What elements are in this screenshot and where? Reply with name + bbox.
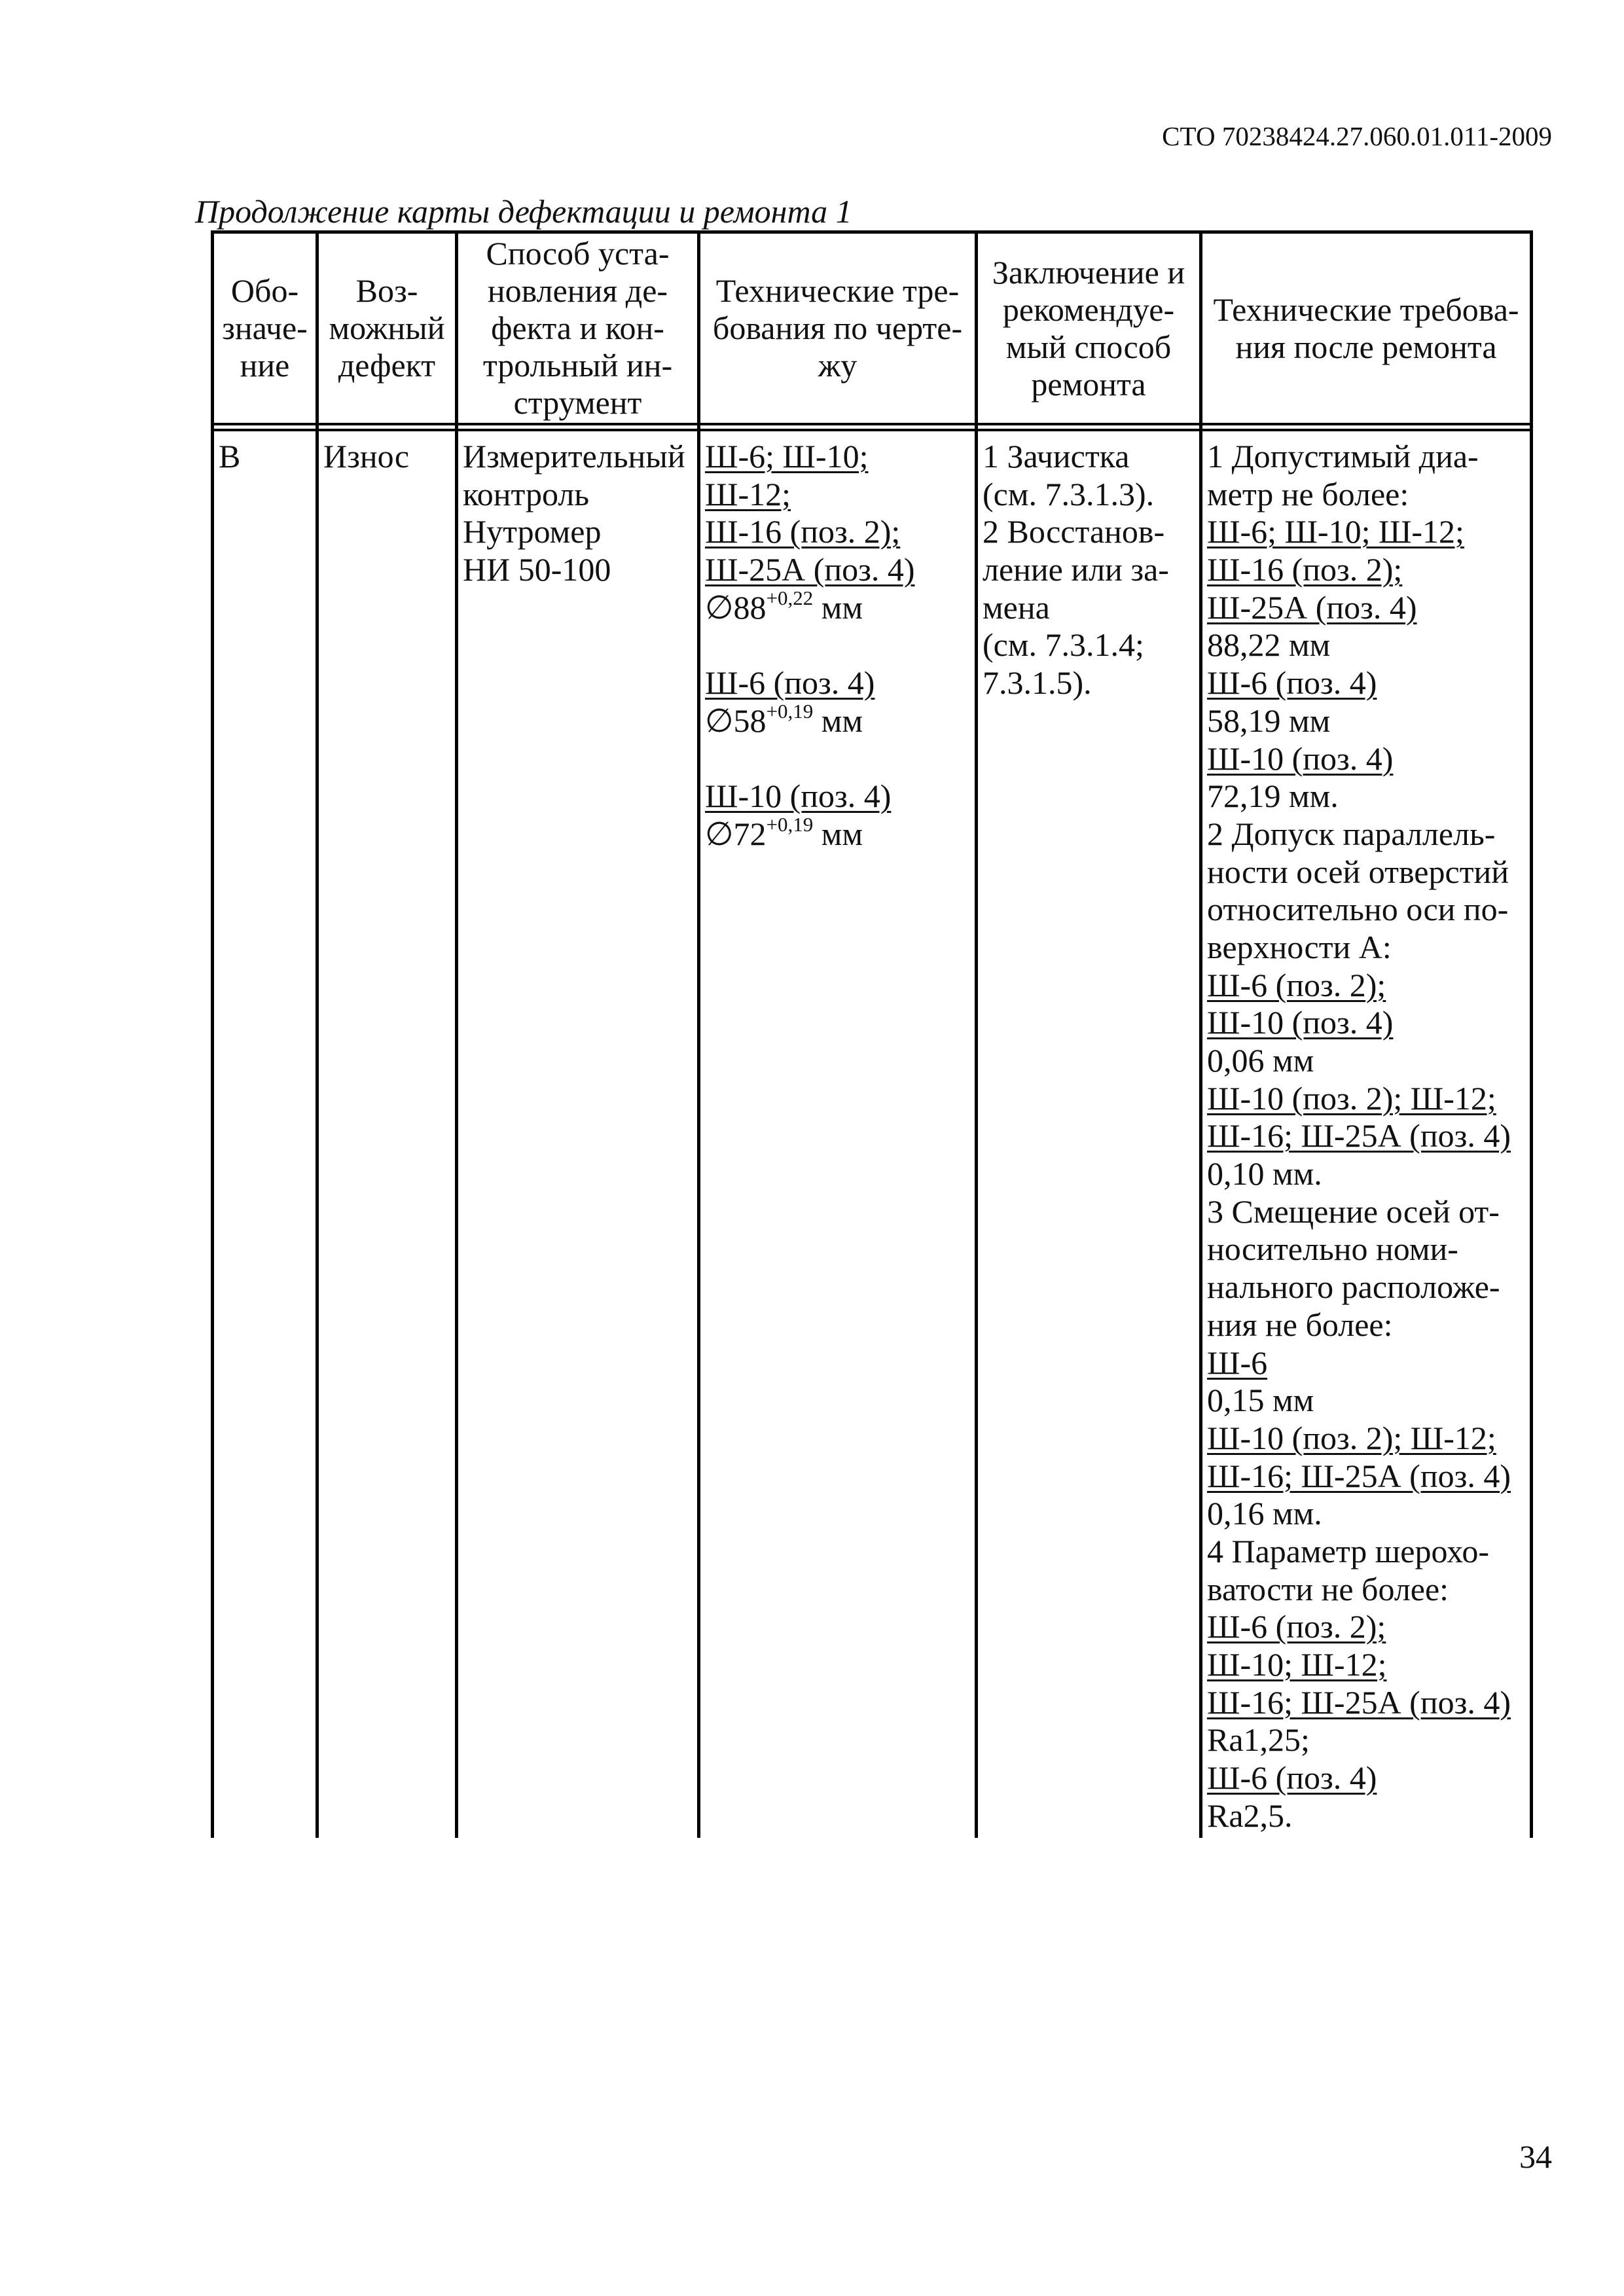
text-line xyxy=(1207,1420,1530,1458)
text-line: 58,19 мм xyxy=(1207,702,1331,739)
text-line xyxy=(1207,740,1530,778)
text-line: 2 Допуск параллель- xyxy=(1207,815,1496,852)
part-reference: Ш-6 xyxy=(1207,1344,1268,1381)
part-reference: Ш-25А (поз. 4) xyxy=(705,551,915,588)
text-line: 3 Смещение осей от- xyxy=(1207,1193,1500,1230)
part-reference: Ш-6 (поз. 4) xyxy=(1207,664,1377,702)
part-reference: Ш-10 (поз. 2); Ш-12; xyxy=(1207,1419,1496,1456)
diameter-value: ∅88 xyxy=(705,588,767,626)
blank-line xyxy=(705,740,975,778)
header-line: Способ уста- xyxy=(486,235,670,272)
part-reference: Ш-16; Ш-25А (поз. 4) xyxy=(1207,1117,1511,1155)
diameter-value: ∅72 xyxy=(705,815,767,852)
unit: мм xyxy=(821,702,863,739)
header-inspection-method xyxy=(458,234,697,431)
cell-repair-method xyxy=(978,431,1199,702)
text-line: В xyxy=(219,438,241,475)
text-line xyxy=(1207,664,1530,702)
text-line: 2 Восстанов- xyxy=(983,513,1165,550)
header-line: трольный ин- xyxy=(482,347,673,384)
text-line xyxy=(1207,589,1530,627)
text-line: контроль xyxy=(463,475,590,512)
text-line: Нутромер xyxy=(463,513,602,550)
header-line: Обо- xyxy=(230,272,299,309)
header-requirements-after-repair xyxy=(1202,234,1530,431)
header-designation xyxy=(214,234,316,431)
text-line xyxy=(1207,1458,1530,1496)
text-line xyxy=(1207,1646,1530,1684)
text-line: 1 Зачистка xyxy=(983,438,1130,475)
header-line: новления де- xyxy=(487,272,668,309)
text-line: ния не более: xyxy=(1207,1306,1393,1343)
column-defect xyxy=(316,230,455,1838)
column-inspection-method xyxy=(455,230,697,1838)
column-requirements-after-repair xyxy=(1199,230,1533,1838)
header-line: струмент xyxy=(513,384,642,421)
text-line: (см. 7.3.1.3). xyxy=(983,475,1155,512)
cell-defect xyxy=(319,431,455,476)
part-reference: Ш-10 (поз. 4) xyxy=(705,778,892,815)
diameter-value: ∅58 xyxy=(705,702,767,739)
part-reference: Ш-6 (поз. 4) xyxy=(705,664,875,702)
header-line: фекта и кон- xyxy=(491,310,664,346)
text-line xyxy=(705,778,975,816)
header-line: бования по черте- xyxy=(712,310,963,346)
text-line xyxy=(705,438,975,476)
part-reference: Ш-16; Ш-25А (поз. 4) xyxy=(1207,1683,1511,1721)
text-line xyxy=(1207,1004,1530,1042)
text-line: 0,10 мм. xyxy=(1207,1155,1322,1193)
text-line: относительно оси по- xyxy=(1207,891,1509,928)
tolerance-superscript: +0,22 xyxy=(766,586,814,609)
part-reference: Ш-10 (поз. 4) xyxy=(1207,1004,1394,1041)
header-defect xyxy=(319,234,455,431)
unit: мм xyxy=(821,815,863,852)
header-line: ние xyxy=(240,347,290,384)
table-title: Продолжение карты дефектации и ремонта 1 xyxy=(195,193,852,230)
header-line: жу xyxy=(818,347,857,384)
text-line: 7.3.1.5). xyxy=(983,664,1092,702)
text-line: 0,06 мм xyxy=(1207,1042,1314,1079)
part-reference: Ш-10 (поз. 2); Ш-12; xyxy=(1207,1079,1496,1117)
column-designation xyxy=(211,230,316,1838)
header-drawing-requirements xyxy=(700,234,975,431)
cell-inspection-method xyxy=(458,431,697,589)
part-reference: Ш-16 (поз. 2); xyxy=(705,513,901,550)
header-line: Технические тре- xyxy=(715,272,960,309)
text-line: Ra1,25; xyxy=(1207,1721,1310,1759)
text-line: метр не более: xyxy=(1207,475,1409,512)
part-reference: Ш-25А (поз. 4) xyxy=(1207,588,1417,626)
text-line: Износ xyxy=(323,438,410,475)
text-line: ватости не более: xyxy=(1207,1570,1449,1607)
text-line xyxy=(1207,1117,1530,1155)
header-line: Воз- xyxy=(355,272,418,309)
text-line: 0,16 мм. xyxy=(1207,1495,1322,1532)
text-line xyxy=(1207,551,1530,589)
text-line xyxy=(1207,1344,1530,1382)
text-line: нального расположе- xyxy=(1207,1268,1500,1306)
part-reference: Ш-10; Ш-12; xyxy=(1207,1646,1387,1683)
text-line: 1 Допустимый диа- xyxy=(1207,438,1479,475)
text-line: (см. 7.3.1.4; xyxy=(983,626,1144,664)
part-reference: Ш-6 (поз. 2); xyxy=(1207,966,1386,1003)
header-line: ремонта xyxy=(1031,365,1146,403)
page-number: 34 xyxy=(1519,2138,1552,2175)
header-line: Технические требова- xyxy=(1213,291,1519,328)
dimension-line xyxy=(705,699,975,740)
part-reference: Ш-6 (поз. 4) xyxy=(1207,1759,1377,1797)
text-line: носительно номи- xyxy=(1207,1230,1458,1268)
cell-designation xyxy=(214,431,316,476)
header-line: значе- xyxy=(222,310,308,346)
text-line: 4 Параметр шерохо- xyxy=(1207,1532,1489,1570)
text-line: мена xyxy=(983,588,1050,626)
text-line: 72,19 мм. xyxy=(1207,778,1339,815)
text-line xyxy=(705,551,975,589)
header-repair-method xyxy=(978,234,1199,431)
header-line: можный xyxy=(329,310,445,346)
part-reference: Ш-16 (поз. 2); xyxy=(1207,551,1403,588)
tolerance-superscript: +0,19 xyxy=(766,699,814,723)
part-reference: Ш-10 (поз. 4) xyxy=(1207,740,1394,777)
text-line: 0,15 мм xyxy=(1207,1382,1314,1419)
text-line: ление или за- xyxy=(983,551,1169,588)
text-line xyxy=(1207,513,1530,551)
part-reference: Ш-6; Ш-10; xyxy=(705,438,869,475)
text-line xyxy=(1207,967,1530,1005)
part-reference: Ш-16; Ш-25А (поз. 4) xyxy=(1207,1457,1511,1494)
text-line: ности осей отверстий xyxy=(1207,853,1509,890)
header-line: дефект xyxy=(338,347,436,384)
header-line: мый способ xyxy=(1005,328,1172,365)
defect-repair-table xyxy=(211,230,1533,1838)
header-line: ния после ремонта xyxy=(1235,328,1497,365)
text-line: Ra2,5. xyxy=(1207,1797,1293,1834)
column-repair-method xyxy=(975,230,1199,1838)
cell-requirements-after-repair xyxy=(1202,431,1530,1835)
text-line xyxy=(1207,1684,1530,1722)
text-line: 88,22 мм xyxy=(1207,626,1331,664)
text-line xyxy=(705,664,975,702)
blank-line xyxy=(705,626,975,664)
text-line xyxy=(1207,1608,1530,1646)
tolerance-superscript: +0,19 xyxy=(766,812,814,836)
text-line: верхности А: xyxy=(1207,928,1392,965)
text-line: НИ 50-100 xyxy=(463,551,611,588)
text-line xyxy=(705,476,975,514)
column-drawing-requirements xyxy=(697,230,975,1838)
text-line xyxy=(1207,1759,1530,1797)
part-reference: Ш-6; Ш-10; Ш-12; xyxy=(1207,513,1464,550)
part-reference: Ш-12; xyxy=(705,475,791,512)
cell-drawing-requirements xyxy=(700,431,975,853)
dimension-line xyxy=(705,586,975,627)
document-code: СТО 70238424.27.060.01.011-2009 xyxy=(1162,121,1552,151)
text-line: Измерительный xyxy=(463,438,685,475)
text-line xyxy=(1207,1080,1530,1118)
header-line: рекомендуе- xyxy=(1002,291,1175,328)
text-line xyxy=(705,513,975,551)
unit: мм xyxy=(821,588,863,626)
part-reference: Ш-6 (поз. 2); xyxy=(1207,1608,1386,1645)
dimension-line xyxy=(705,812,975,853)
header-line: Заключение и xyxy=(992,253,1185,291)
